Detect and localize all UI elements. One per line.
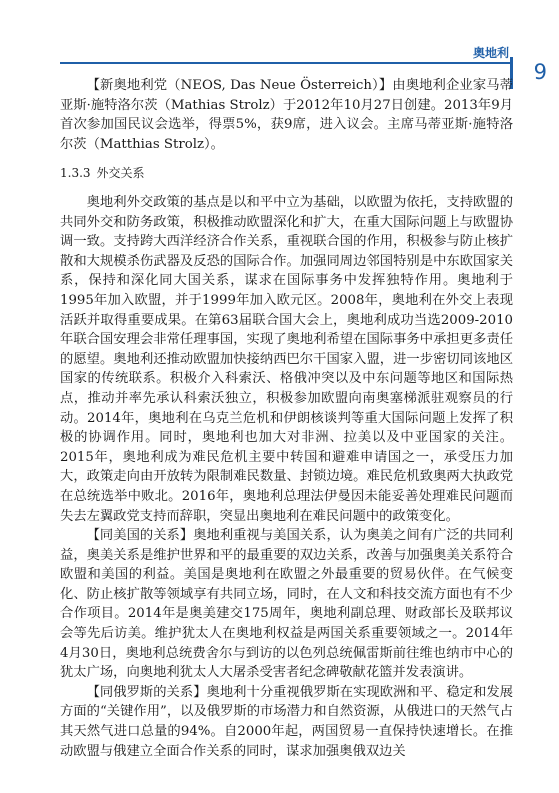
header-rule [60, 62, 511, 64]
paragraph-overview: 奥地利外交政策的基点是以和平中立为基础，以欧盟为依托，支持欧盟的共同外交和防务政策，积极推动欧盟深化和扩大，在重大国际问题上与欧盟协调一致。支持跨大西洋经济合作关系，重视联合国的作用，积极参与防止核扩散和大规模杀伤武器及反恐的国际合作。加强同周边邻国特别是中东欧国家关系，保持和深化同大国关系，谋求在国际事务中发挥独特作用。奥地利于1995年加入欧盟，并于1999年加入欧元区。2008年，奥地利在外交上表现活跃并取得重要成果。在第63届联合国大会上，奥地利成功当选2009-2010年联合国安理会非常任理事国，实现了奥地利希望在国际事务中承担更多责任的愿望。奥地利还推动欧盟加快接纳西巴尔干国家入盟，进一步密切同该地区国家的传统联系。积极介入科索沃、格俄冲突以及中东问题等地区和国际热点，推动并率先承认科索沃独立，积极参加欧盟向南奥塞梯派驻观察员的行动。2014年，奥地利在乌克兰危机和伊朗核谈判等重大国际问题上发挥了积极的协调作用。同时，奥地利也加大对非洲、拉美以及中亚国家的关注。2015年，奥地利成为难民危机主要中转国和避难申请国之一，承受压力加大，政策走向由开放转为限制难民数量、封锁边境。难民危机致奥两大执政党在总统选举中败北。2016年，奥地利总理法伊曼因未能妥善处理难民问题而失去左翼政党支持而辞职，突显出奥地利在难民问题中的政策变化。 [60, 195, 513, 524]
paragraph-usa-relations: 【同美国的关系】奥地利重视与美国关系，认为奥美之间有广泛的共同利益，奥美关系是维护世界和平的最重要的双边关系，改善与加强奥美关系符合欧盟和美国的利益。美国是奥地利在欧盟之外最重要的贸易伙伴。在气候变化、防止核扩散等领域享有共同立场，同时，在人文和科技交流方面也有不少合作项目。2014年是奥美建交175周年，奥地利副总理、财政部长及联邦议会等先后访美。维护犹太人在奥地利权益是两国关系重要领域之一。2014年4月30日，奥地利总统费舍尔与到访的以色列总统佩雷斯前往维也纳市中心的犹太广场，向奥地利犹太人大屠杀受害者纪念碑敬献花篮并发表演讲。 [60, 528, 513, 681]
section-title: 外交关系 [96, 166, 145, 180]
section-number: 1.3.3 [60, 166, 91, 180]
paragraph-russia-relations: 【同俄罗斯的关系】奥地利十分重视俄罗斯在实现欧洲和平、稳定和发展方面的“关键作用”，以及俄罗斯的市场潜力和自然资源，从俄进口的天然气占其天然气进口总量的94%。自2000年起，两国贸易一直保持快速增长。在推动欧盟与俄建立全面合作关系的同时，谋求加强奥俄双边关 [60, 684, 513, 759]
section-heading [60, 164, 145, 182]
section-body [60, 193, 513, 761]
intro-block [60, 76, 513, 154]
running-header-country: 奥地利 [472, 46, 509, 60]
page-number-tab [510, 57, 533, 89]
page-number: 9 [533, 60, 547, 84]
intro-paragraph: 【新奥地利党（NEOS, Das Neue Österreich）】由奥地利企业家马蒂亚斯·施特洛尔茨（Mathias Strolz）于2012年10月27日创建。2013年9月首次参加国民议会选举，得票5%，获9席，进入议会。主席马蒂亚斯·施特洛尔茨（Matthias Strolz）。 [60, 78, 513, 152]
